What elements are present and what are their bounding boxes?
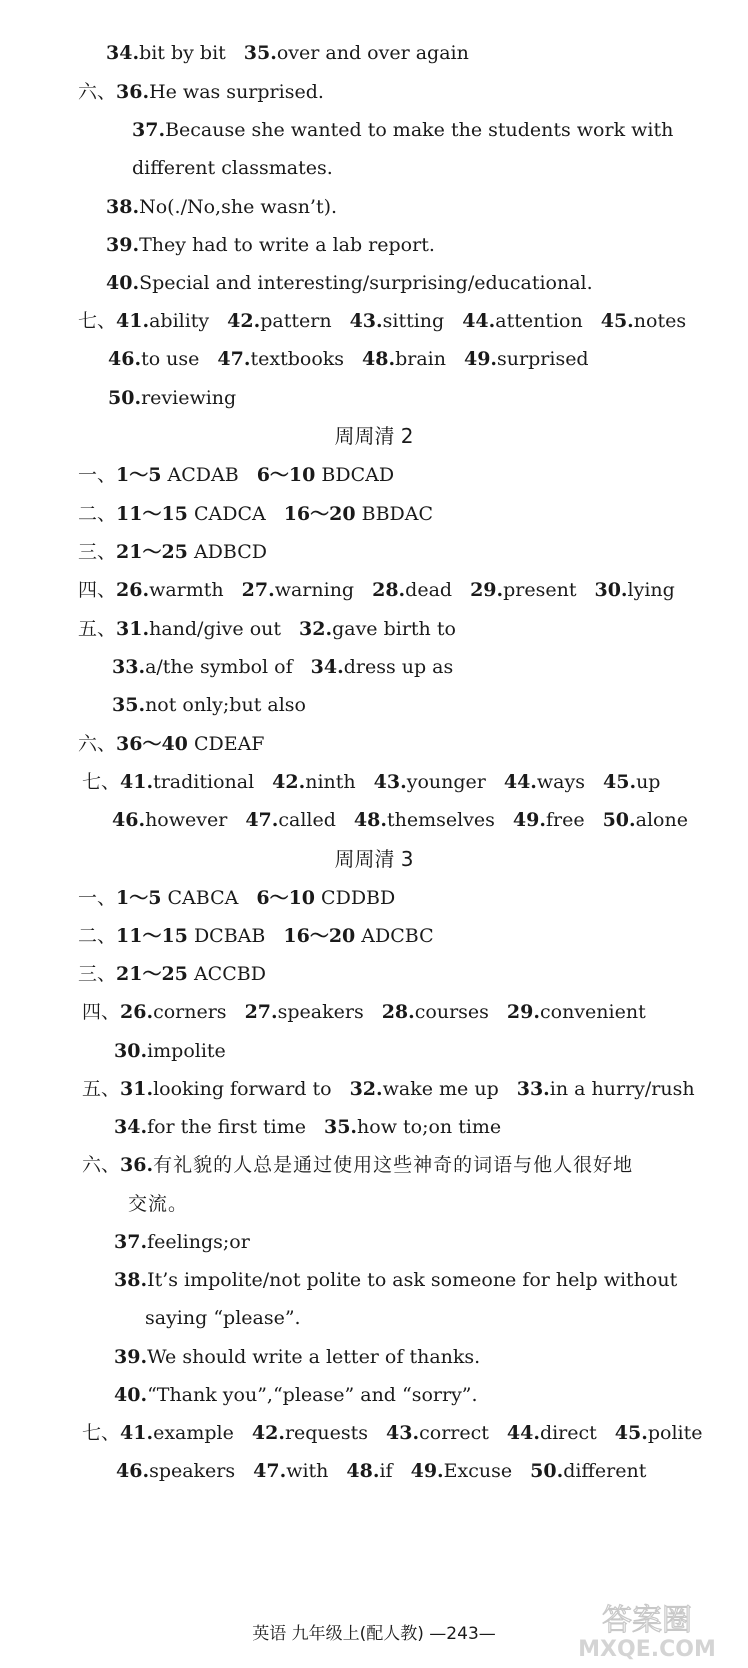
answer-line [128,1191,188,1219]
answer-line [78,79,324,107]
answer-item [346,1458,392,1484]
section-number: 四、 [82,1001,121,1023]
answer-text: notes [633,310,687,332]
answer-item [507,999,646,1025]
answer-item [504,769,585,795]
question-number: 34. [310,656,344,678]
answer-line [78,885,395,913]
answer-line [78,577,675,605]
answer-text: different [563,1460,647,1482]
answer-item [382,999,489,1025]
answer-item [120,1420,234,1446]
answer-item [217,346,344,372]
question-number: 46. [108,348,142,370]
question-number: 35. [243,42,277,64]
answer-item [411,1458,513,1484]
answer-line [106,40,469,68]
question-number: 46. [116,1460,150,1482]
answer-item [132,117,673,143]
question-number: 28. [372,579,406,601]
answer-text: to use [141,348,200,370]
answer-item [112,654,293,680]
section-number: 六、 [82,1154,121,1176]
question-number: 27. [244,1001,278,1023]
answer-text: called [278,809,336,831]
watermark-logo [552,1596,742,1662]
answer-item [120,769,254,795]
answer-line [114,1038,226,1066]
answer-text: CDDBD [315,887,396,909]
answer-item [145,1305,301,1331]
answer-line [112,654,453,682]
answer-line [114,1267,677,1295]
answer-item [299,616,456,642]
section-number: 二、 [78,503,117,525]
question-number: 43. [373,771,407,793]
answer-line [116,1458,646,1486]
answer-line [78,308,686,336]
answer-text: courses [414,1001,489,1023]
question-number: 35. [112,694,146,716]
question-number: 46. [112,809,146,831]
question-number: 38. [106,196,140,218]
answer-line [112,807,688,835]
answer-text: It’s impolite/not polite to ask someone for help without [147,1269,678,1291]
question-number: 40. [106,272,140,294]
answer-text: hand/give out [149,618,282,640]
question-number: 39. [106,234,140,256]
answer-item [594,577,674,603]
answer-text: DCBAB [187,925,266,947]
answer-item [354,807,495,833]
answer-text: 交流。 [128,1193,189,1215]
question-number: 1～5 [116,887,162,909]
answer-item [106,232,435,258]
question-number: 31. [120,1078,154,1100]
answer-item [244,40,469,66]
question-number: 45. [600,310,634,332]
question-number: 38. [114,1269,148,1291]
answer-item [120,1152,633,1178]
answer-line [78,616,456,644]
answer-item [114,1038,226,1064]
question-number: 41. [120,771,154,793]
answer-item [114,1267,677,1293]
answer-text: if [379,1460,393,1482]
answer-text: reviewing [141,387,237,409]
answer-text: younger [406,771,486,793]
question-number: 37. [114,1231,148,1253]
answer-text: impolite [147,1040,226,1062]
question-number: 47. [217,348,251,370]
section-number: 七、 [82,771,121,793]
answer-text: 有礼貌的人总是通过使用这些神奇的词语与他人很好地 [153,1154,634,1176]
section-number: 二、 [78,925,117,947]
answer-text: CABCA [161,887,239,909]
question-number: 43. [386,1422,420,1444]
answer-text: traditional [153,771,255,793]
page-footer: 英语 九年级上(配人教) —243— [252,1624,496,1644]
section-number: 六、 [78,81,117,103]
answer-text: They had to write a lab report. [139,234,435,256]
answer-line [114,1382,478,1410]
question-number: 45. [603,771,637,793]
answer-text: lying [627,579,675,601]
answer-line [108,385,236,413]
answer-text: a/the symbol of [145,656,293,678]
answer-item [116,308,209,334]
answer-text: ways [536,771,585,793]
question-number: 42. [272,771,306,793]
answer-item [324,1114,501,1140]
question-number: 33. [516,1078,550,1100]
answer-item [245,999,364,1025]
answer-text: how to;on time [357,1116,502,1138]
section-number: 三、 [78,963,117,985]
answer-item [114,1114,306,1140]
answer-text: wake me up [382,1078,499,1100]
answer-line [82,1420,702,1448]
answer-item [114,1344,480,1370]
answer-text: ninth [305,771,356,793]
answer-item [252,1420,368,1446]
section-number: 一、 [78,887,117,909]
answer-item [350,308,445,334]
section-number: 六、 [78,733,117,755]
answer-item [116,923,265,949]
answer-item [530,1458,646,1484]
answer-item [242,577,354,603]
answer-text: looking forward to [153,1078,332,1100]
question-number: 6～10 [256,464,316,486]
answer-item [245,807,336,833]
question-number: 50. [530,1460,564,1482]
answer-item [116,731,264,757]
section-number: 三、 [78,541,117,563]
answer-item [372,577,452,603]
answer-item [128,1191,188,1217]
answer-item [106,194,337,220]
answer-text: different classmates. [132,157,333,179]
answer-item [114,1229,250,1255]
answer-text: dead [405,579,453,601]
answer-text: brain [395,348,446,370]
question-number: 37. [132,119,166,141]
answer-text: feelings;or [147,1231,250,1253]
answer-item [601,308,686,334]
answer-text: corners [153,1001,227,1023]
answer-item [464,346,589,372]
answer-item [513,807,585,833]
answer-line [132,155,333,183]
answer-text: saying “please”. [145,1307,301,1329]
answer-text: present [503,579,577,601]
answer-text: sitting [382,310,445,332]
answer-text: free [545,809,585,831]
answer-item [283,923,433,949]
answer-text: up [636,771,661,793]
question-number: 48. [362,348,396,370]
answer-item [106,270,593,296]
question-number: 41. [116,310,150,332]
answer-item [350,1076,499,1102]
question-number: 49. [463,348,498,370]
answer-text: Because she wanted to make the students work with [165,119,674,141]
question-number: 35. [323,1116,358,1138]
answer-item [120,999,227,1025]
answer-text: ACDAB [161,464,239,486]
answer-line [82,999,646,1027]
answer-line [82,769,660,797]
answer-text: warmth [149,579,224,601]
question-number: 34. [114,1116,148,1138]
question-number: 44. [503,771,537,793]
answer-item [386,1420,489,1446]
section-number: 七、 [78,310,117,332]
question-number: 21～25 [116,541,188,563]
answer-text: ADCBC [355,925,434,947]
answer-text: for the first time [147,1116,306,1138]
answer-text: however [145,809,228,831]
answer-text: “Thank you”,“please” and “sorry”. [147,1384,478,1406]
question-number: 32. [349,1078,383,1100]
answer-text: speakers [149,1460,236,1482]
answer-item [132,155,333,181]
answer-item [284,501,433,527]
answer-text: requests [284,1422,369,1444]
question-number: 48. [353,809,387,831]
answer-item [116,577,224,603]
answer-text: convenient [539,1001,646,1023]
answer-text: not only;but also [145,694,306,716]
answer-item [114,1382,478,1408]
answer-text: BBDAC [355,503,434,525]
question-number: 49. [410,1460,444,1482]
answer-line [78,961,266,989]
answer-item [112,807,227,833]
answer-item [116,501,266,527]
answer-text: ability [149,310,210,332]
question-number: 47. [245,809,279,831]
answer-item [603,807,688,833]
answer-item [362,346,446,372]
answer-item [311,654,454,680]
section-heading-week-2: 周周清 2 [334,424,414,448]
answer-item [253,1458,328,1484]
answer-item [374,769,486,795]
answer-text: CADCA [187,503,266,525]
answer-line [82,1152,633,1180]
answer-text: surprised [497,348,589,370]
answer-text: No(./No,she wasn’t). [139,196,338,218]
answer-text: ADBCD [187,541,267,563]
answer-text: BDCAD [315,464,395,486]
question-number: 26. [120,1001,154,1023]
answer-item [272,769,356,795]
answer-line [78,462,394,490]
answer-text: attention [495,310,583,332]
question-number: 48. [346,1460,380,1482]
answer-line [132,117,673,145]
answer-item [227,308,331,334]
question-number: 11～15 [116,503,188,525]
answer-line [114,1229,250,1257]
question-number: 50. [602,809,636,831]
answer-text: polite [647,1422,703,1444]
answer-item [120,1076,332,1102]
answer-text: with [286,1460,329,1482]
answer-line [114,1344,480,1372]
answer-item [603,769,660,795]
answer-item [116,616,281,642]
answer-text: textbooks [250,348,345,370]
question-number: 29. [506,1001,540,1023]
answer-item [257,462,394,488]
question-number: 49. [512,809,546,831]
question-number: 42. [251,1422,285,1444]
question-number: 31. [116,618,150,640]
question-number: 45. [614,1422,648,1444]
section-number: 七、 [82,1422,121,1444]
question-number: 44. [506,1422,540,1444]
answer-item [116,539,267,565]
question-number: 16～20 [283,503,356,525]
question-number: 41. [120,1422,154,1444]
question-number: 42. [227,310,261,332]
question-number: 34. [106,42,140,64]
question-number: 28. [381,1001,415,1023]
answer-line [78,501,433,529]
answer-text: gave birth to [332,618,456,640]
answer-line [78,923,434,951]
answer-item [106,40,226,66]
question-number: 16～20 [283,925,356,947]
answer-line [106,270,593,298]
question-number: 50. [108,387,142,409]
question-number: 1～5 [116,464,162,486]
question-number: 32. [299,618,333,640]
answer-item [470,577,576,603]
answer-text: in a hurry/rush [549,1078,695,1100]
answer-line [112,692,306,720]
answer-text: He was surprised. [149,81,324,103]
question-number: 47. [253,1460,287,1482]
question-number: 6～10 [256,887,316,909]
watermark-top-text: 答案圈 [602,1603,692,1638]
answer-text: themselves [386,809,495,831]
question-number: 33. [112,656,146,678]
answer-item [256,885,395,911]
answer-text: direct [539,1422,597,1444]
answer-line [82,1076,695,1104]
answer-text: pattern [260,310,332,332]
question-number: 36. [116,81,150,103]
answer-item [507,1420,597,1446]
answer-item [116,885,238,911]
answer-text: example [153,1422,234,1444]
question-number: 29. [470,579,504,601]
answer-text: CDEAF [187,733,265,755]
question-number: 26. [116,579,150,601]
answer-line [108,346,589,374]
question-number: 44. [462,310,496,332]
answer-item [116,462,239,488]
section-number: 一、 [78,464,117,486]
answer-line [106,232,435,260]
question-number: 27. [241,579,275,601]
answer-text: correct [419,1422,489,1444]
answer-text: Excuse [443,1460,513,1482]
answer-text: speakers [277,1001,364,1023]
answer-text: We should write a letter of thanks. [147,1346,481,1368]
question-number: 39. [114,1346,148,1368]
answer-item [517,1076,695,1102]
question-number: 43. [349,310,383,332]
answer-item [116,961,266,987]
answer-line [106,194,337,222]
answer-line [78,731,265,759]
answer-text: warning [274,579,355,601]
answer-item [108,346,199,372]
answer-item [116,79,324,105]
watermark-bottom-text: MXQE.COM [578,1637,716,1662]
answer-text: dress up as [343,656,454,678]
answer-text: bit by bit [139,42,226,64]
question-number: 36～40 [116,733,188,755]
answer-text: Special and interesting/surprising/educational. [139,272,593,294]
answer-item [462,308,583,334]
answer-line [78,539,267,567]
answer-text: over and over again [276,42,469,64]
answer-line [145,1305,301,1333]
section-number: 四、 [78,579,117,601]
answer-item [108,385,236,411]
question-number: 21～25 [116,963,188,985]
question-number: 30. [594,579,628,601]
section-heading-week-3: 周周清 3 [334,847,414,871]
question-number: 30. [114,1040,148,1062]
answer-text: alone [635,809,688,831]
answer-item [116,1458,235,1484]
question-number: 36. [120,1154,154,1176]
question-number: 11～15 [116,925,188,947]
answer-item [112,692,306,718]
question-number: 40. [114,1384,148,1406]
section-number: 五、 [82,1078,121,1100]
answer-item [615,1420,703,1446]
answer-line [114,1114,501,1142]
section-number: 五、 [78,618,117,640]
answer-text: ACCBD [187,963,266,985]
